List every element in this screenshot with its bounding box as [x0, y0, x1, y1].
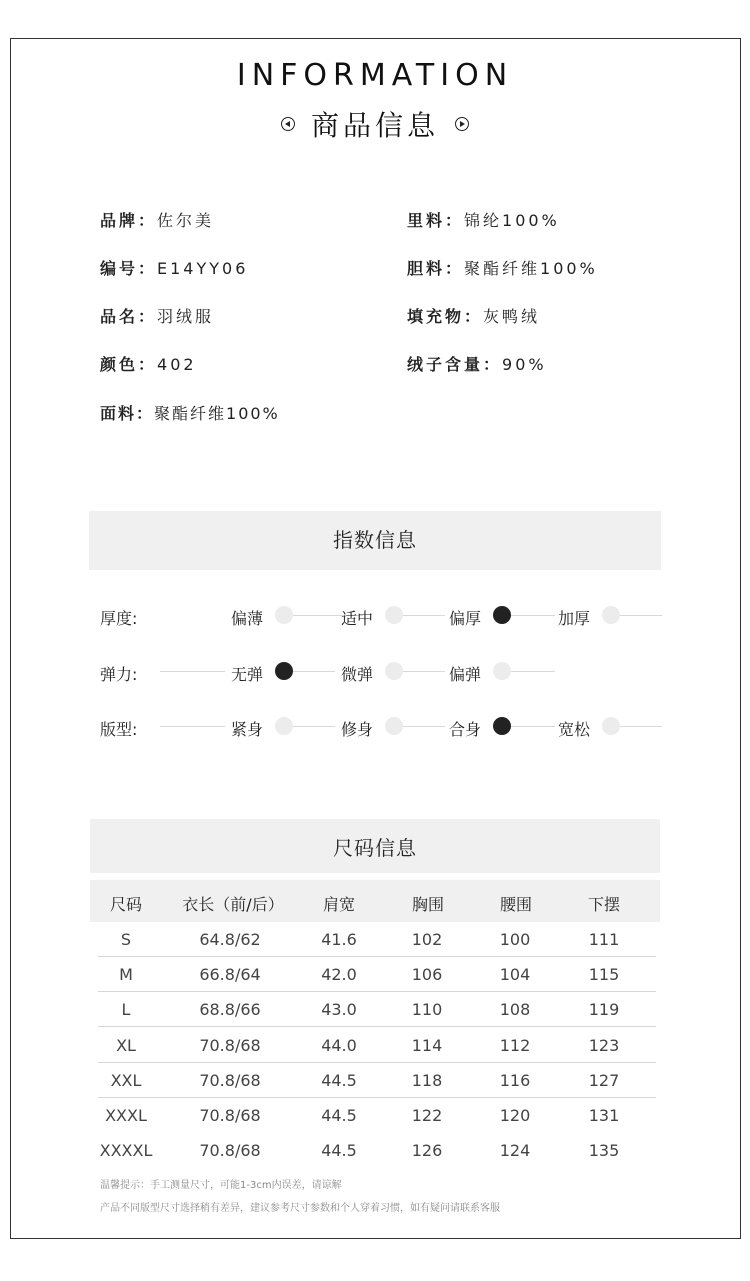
table-row: M 66.8/64 42.0 106 104 115 — [119, 965, 620, 984]
column-header: 肩宽 — [322, 895, 355, 914]
index-option: 偏厚 — [449, 609, 482, 628]
index-row-thickness — [0, 601, 750, 631]
circle-arrow-right-icon — [455, 117, 469, 131]
index-track — [403, 671, 445, 672]
info-code: 编号：E14YY06 — [100, 259, 249, 278]
index-track — [511, 671, 555, 672]
index-row-fit — [0, 712, 750, 742]
index-track — [160, 726, 225, 727]
index-label: 版型: — [100, 720, 138, 739]
index-dot — [275, 606, 293, 624]
index-track — [160, 671, 225, 672]
table-row: XXXXL 70.8/68 44.5 126 124 135 — [99, 1141, 620, 1160]
info-brand: 品牌：佐尔美 — [100, 211, 215, 230]
size-section-title: 尺码信息 — [90, 819, 660, 873]
size-table-header — [90, 880, 660, 922]
index-track — [511, 726, 555, 727]
table-row: L 68.8/66 43.0 110 108 119 — [121, 1000, 620, 1019]
column-header: 尺码 — [109, 895, 142, 914]
index-track — [511, 615, 555, 616]
row-divider — [98, 1026, 656, 1027]
index-option: 宽松 — [558, 720, 591, 739]
index-option: 偏弹 — [449, 665, 482, 684]
index-label: 厚度: — [100, 609, 138, 628]
info-color: 颜色：402 — [100, 355, 197, 374]
info-down-content: 绒子含量：90% — [407, 355, 547, 374]
size-note-2: 产品不同版型尺寸选择稍有差异，建议参考尺寸参数和个人穿着习惯，如有疑问请联系客服 — [100, 1203, 500, 1214]
index-track — [620, 726, 662, 727]
index-option: 无弹 — [231, 665, 264, 684]
index-dot — [385, 662, 403, 680]
index-dot — [275, 717, 293, 735]
index-option: 适中 — [341, 609, 374, 628]
index-track — [293, 726, 335, 727]
info-fabric: 面料：聚酯纤维100% — [100, 404, 280, 423]
index-track — [403, 726, 445, 727]
info-filling: 填充物：灰鸭绒 — [407, 307, 541, 326]
index-track — [620, 615, 662, 616]
info-name: 品名：羽绒服 — [100, 307, 215, 326]
column-header: 腰围 — [499, 895, 532, 914]
table-row: XXXL 70.8/68 44.5 122 120 131 — [105, 1106, 620, 1125]
index-track — [293, 671, 335, 672]
index-dot-selected — [493, 606, 511, 624]
info-lining: 里料：锦纶100% — [407, 211, 560, 230]
index-track — [403, 615, 445, 616]
column-header: 下摆 — [587, 895, 620, 914]
table-row: S 64.8/62 41.6 102 100 111 — [120, 930, 620, 949]
index-option: 合身 — [449, 720, 482, 739]
info-inner-fabric: 胆料：聚酯纤维100% — [407, 259, 598, 278]
index-option: 修身 — [341, 720, 374, 739]
title-cn: 商品信息 — [310, 109, 439, 142]
title-cn-row — [0, 106, 750, 142]
index-option: 加厚 — [558, 609, 591, 628]
index-dot-selected — [493, 717, 511, 735]
column-header: 胸围 — [411, 895, 444, 914]
table-row: XXL 70.8/68 44.5 118 116 127 — [110, 1071, 620, 1090]
column-header: 衣长（前/后） — [182, 895, 284, 914]
index-option: 紧身 — [231, 720, 264, 739]
index-label: 弹力: — [100, 665, 138, 684]
index-dot — [493, 662, 511, 680]
index-section-title: 指数信息 — [89, 511, 661, 570]
title-en: INFORMATION — [236, 58, 514, 93]
index-option: 偏薄 — [231, 609, 264, 628]
index-dot — [385, 606, 403, 624]
index-dot — [385, 717, 403, 735]
size-note-1: 温馨提示：手工测量尺寸，可能1-3cm内误差，请谅解 — [100, 1180, 342, 1191]
index-option: 微弹 — [341, 665, 374, 684]
index-dot — [602, 717, 620, 735]
index-row-elasticity — [0, 657, 750, 687]
circle-arrow-left-icon — [281, 117, 295, 131]
index-dot-selected — [275, 662, 293, 680]
table-row: XL 70.8/68 44.0 114 112 123 — [116, 1036, 620, 1055]
index-dot — [602, 606, 620, 624]
